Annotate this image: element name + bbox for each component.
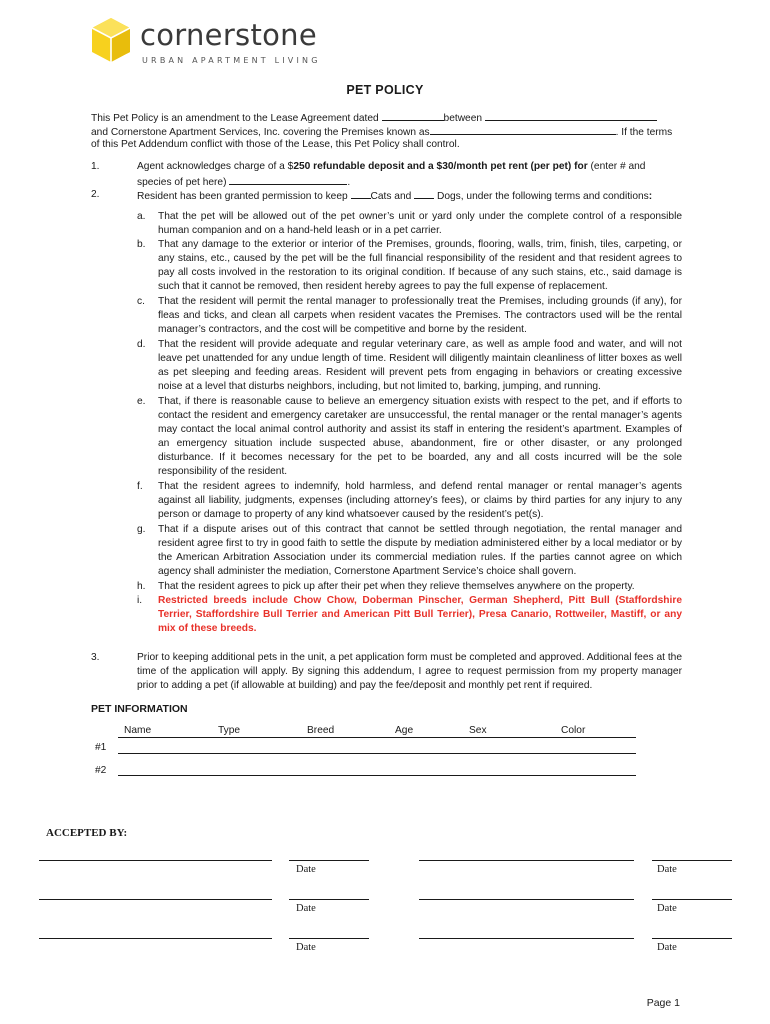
item-1-c: species of pet here)	[137, 177, 227, 188]
subitem-e-text: That, if there is reasonable cause to believe an emergency situation exists with respect to the pet, and if efforts to contact the resident and emergency caretaker are unsuccessful, the rental manager or the rental manager’s agents may contact the local animal control authority and assist its staff in entering the resident’s apartment. Examples of an emergency situation include suspected abuse, abandonment, fire or other disaster, or any prolonged disturbance. If it becomes necessary for the pet to be boarded, any and all costs incurred will be the sole responsibility of the resident.	[158, 396, 682, 477]
intro-text-2b: . If the terms	[615, 127, 673, 138]
item-2-number: 2.	[91, 189, 100, 200]
item-1-b: (enter # and	[587, 161, 646, 172]
col-name: Name	[124, 725, 152, 736]
resident-name-field[interactable]	[485, 110, 657, 121]
date-line-left-3[interactable]	[289, 938, 369, 939]
signature-line-left-1[interactable]	[39, 860, 272, 861]
page-title: PET POLICY	[346, 83, 424, 97]
subitem-d-label: d.	[137, 339, 146, 350]
item-2-text	[137, 188, 682, 204]
subitem-c-label: c.	[137, 296, 145, 307]
subitem-c-text: That the resident will permit the rental manager to professionally treat the Premises, including grounds (if any), for fleas and ticks, and clean all carpets when resident vacates the Premises. The contractors used will be the rental manager’s contractors, and the cost will be competitive and borne by the resident.	[158, 296, 682, 335]
accepted-by-label: ACCEPTED BY:	[46, 827, 128, 839]
date-label-left-3: Date	[296, 942, 316, 953]
date-line-right-2[interactable]	[652, 899, 732, 900]
cats-count-field[interactable]	[351, 188, 371, 199]
item-3-number: 3.	[91, 652, 100, 663]
logo-wordmark: cornerstone	[140, 18, 317, 52]
pet-info-header-row	[118, 724, 636, 738]
item-2-a: Resident has been granted permission to keep	[137, 191, 351, 202]
intro-text-3: of this Pet Addendum conflict with those of the Lease, this Pet Policy shall control.	[91, 139, 460, 150]
pet-row-2-field[interactable]	[118, 775, 636, 776]
date-label-right-2: Date	[657, 903, 677, 914]
subitem-i-label: i.	[137, 595, 143, 606]
logo-tagline: URBAN APARTMENT LIVING	[142, 56, 321, 65]
subitem-e-label: e.	[137, 396, 146, 407]
subitem-f-text: That the resident agrees to indemnify, hold harmless, and defend rental manager or rental manager’s agents against all liability, judgments, expenses (including attorney’s fees), or claims by third parties for any injury to any person or damage to property of any kind whatsoever caused by the resident’s pet(s).	[158, 481, 682, 520]
signature-line-left-2[interactable]	[39, 899, 272, 900]
item-1-d: .	[347, 177, 351, 188]
date-line-right-3[interactable]	[652, 938, 732, 939]
signature-line-right-1[interactable]	[419, 860, 634, 861]
item-1-number: 1.	[91, 161, 100, 172]
date-label-left-1: Date	[296, 864, 316, 875]
item-2-c: Dogs, under the following terms and conditions	[434, 191, 649, 202]
subitem-h-label: h.	[137, 581, 146, 592]
date-line-left-1[interactable]	[289, 860, 369, 861]
date-label-right-1: Date	[657, 864, 677, 875]
signature-line-right-3[interactable]	[419, 938, 634, 939]
yellow-cube-icon	[90, 16, 132, 64]
pet-species-field[interactable]	[229, 174, 347, 185]
intro-text-2a: and Cornerstone Apartment Services, Inc. covering the Premises known as	[91, 127, 430, 138]
date-line-right-1[interactable]	[652, 860, 732, 861]
subitem-d-text: That the resident will provide adequate and regular veterinary care, as well as ample food and water, and will not leave pet unattended for any undue length of time. Resident will diligently maintain cleanliness of litter boxes as well as pet sleeping and feeding areas. Resident will prevent pets from engaging in behaviors or creating excessive noise at a level that disturbs neighbors, including, but not limited to, barking, jumping, and running.	[158, 339, 682, 392]
subitem-g-label: g.	[137, 524, 146, 535]
date-label-right-3: Date	[657, 942, 677, 953]
subitem-b-label: b.	[137, 239, 146, 250]
col-age: Age	[395, 725, 414, 736]
premises-field[interactable]	[430, 124, 616, 135]
dogs-count-field[interactable]	[414, 188, 434, 199]
date-label-left-2: Date	[296, 903, 316, 914]
col-sex: Sex	[469, 725, 487, 736]
item-2-b: Cats and	[370, 191, 415, 202]
col-color: Color	[561, 725, 586, 736]
pet-row-2-label: #2	[95, 765, 107, 776]
subitem-f-label: f.	[137, 481, 143, 492]
pet-row-1-field[interactable]	[118, 753, 636, 754]
item-1-bold: 250 refundable deposit and a $30/month pet rent (per pet) for	[293, 161, 588, 172]
intro-paragraph	[91, 110, 681, 152]
intro-text-1b: between	[443, 113, 483, 124]
subitem-g-text: That if a dispute arises out of this contract that cannot be settled through negotiation, the rental manager and resident agree first to try in good faith to settle the dispute by mediation administered either by a local mediator or by the American Arbitration Association under its commercial mediation rules. If the parties cannot agree on which agency shall administer the mediation, Cornerstone Apartment Service’s choice shall govern.	[158, 524, 682, 577]
subitem-a-label: a.	[137, 211, 146, 222]
company-logo	[90, 16, 330, 66]
subitem-h-text: That the resident agrees to pick up after their pet when they relieve themselves anywhere on the property.	[158, 581, 635, 592]
intro-text-1a: This Pet Policy is an amendment to the Lease Agreement dated	[91, 113, 379, 124]
subitem-a-text: That the pet will be allowed out of the pet owner’s unit or yard only under the complete control of a responsible human companion and on a hand-held leash or in a pet carrier.	[158, 211, 682, 236]
pet-information-heading: PET INFORMATION	[91, 703, 188, 715]
col-type: Type	[218, 725, 241, 736]
item-1-text	[137, 160, 682, 190]
col-breed: Breed	[307, 725, 335, 736]
pet-row-1-label: #1	[95, 742, 107, 753]
lease-date-field[interactable]	[382, 110, 444, 121]
restricted-breeds-text: Restricted breeds include Chow Chow, Doberman Pinscher, German Shepherd, Pitt Bull (Staffordshire Terrier, Staffordshire Bull Terrier and American Pitt Bull Terrier), Presa Canario, Rottweiler, Mastiff, or any mix of these breeds.	[158, 595, 682, 634]
item-1-a: Agent acknowledges charge of a $	[137, 161, 294, 172]
signature-line-right-2[interactable]	[419, 899, 634, 900]
date-line-left-2[interactable]	[289, 899, 369, 900]
item-2-d: :	[648, 191, 653, 202]
page-number: Page 1	[646, 997, 680, 1009]
subitem-b-text: That any damage to the exterior or interior of the Premises, grounds, flooring, walls, trim, finish, tiles, carpeting, or any stains, etc., caused by the pet will be the full financial responsibility of the resident and that resident agrees to pay all costs involved in the restoration to its original condition. If because of any such stains, etc., said damage is such that it cannot be removed, then resident hereby agrees to pay the full expense of replacement.	[158, 239, 682, 292]
item-3-text: Prior to keeping additional pets in the unit, a pet application form must be completed and approved. Additional fees at the time of the application will apply. By signing this addendum, I agree to request permission from my property manager prior to adding a pet (if allowable at building) and pay the fee/deposit and monthly pet rent if required.	[137, 652, 682, 691]
signature-line-left-3[interactable]	[39, 938, 272, 939]
